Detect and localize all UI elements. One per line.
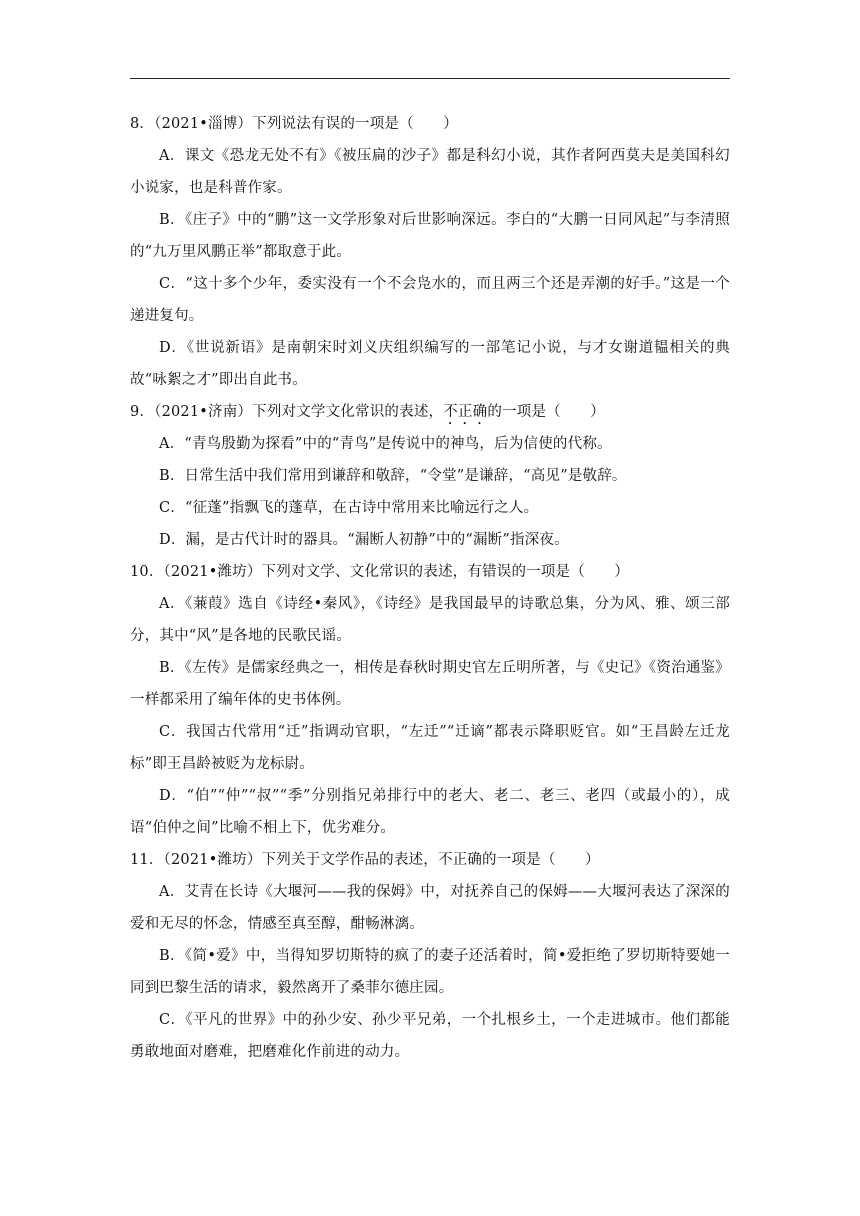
question-list <box>130 108 730 1068</box>
question-11 <box>130 844 730 1068</box>
option-b: B．《简•爱》中，当得知罗切斯特的疯了的妻子还活着时，简•爱拒绝了罗切斯特要她一同到巴黎生活的请求，毅然离开了桑菲尔德庄园。 <box>130 948 730 996</box>
option-c: C．“征蓬”指飘飞的蓬草，在古诗中常用来比喻远行之人。 <box>159 500 539 516</box>
question-10 <box>130 556 730 844</box>
question-stem: 8．（2021•淄博）下列说法有误的一项是（ ） <box>130 116 458 132</box>
option-b: B．日常生活中我们常用到谦辞和敬辞，“令堂”是谦辞，“高见”是敬辞。 <box>159 468 627 484</box>
option-a: A．“青鸟殷勤为探看”中的“青鸟”是传说中的神鸟，后为信使的代称。 <box>159 436 612 452</box>
question-stem: 11．（2021•潍坊）下列关于文学作品的表述，不正确的一项是（ ） <box>130 852 600 868</box>
option-c: C．“这十多个少年，委实没有一个不会凫水的，而且两三个还是弄潮的好手。”这是一个递进复句。 <box>130 276 730 324</box>
option-a: A．课文《恐龙无处不有》《被压扁的沙子》都是科幻小说，其作者阿西莫夫是美国科幻小说家，也是科普作家。 <box>130 148 730 196</box>
option-c: C．《平凡的世界》中的孙少安、孙少平兄弟，一个扎根乡土，一个走进城市。他们都能勇敢地面对磨难，把磨难化作前进的动力。 <box>130 1012 730 1060</box>
header-rule <box>130 78 730 79</box>
stem-text-end: 的一项是（ ） <box>487 404 605 420</box>
option-d: D．漏，是古代计时的器具。“漏断人初静”中的“漏断”指深夜。 <box>159 532 569 548</box>
option-b: B．《庄子》中的“鹏”这一文学形象对后世影响深远。李白的“大鹏一日同风起”与李清照的“九万里风鹏正举”都取意于此。 <box>130 212 730 260</box>
option-a: A．《蒹葭》选自《诗经•秦风》，《诗经》是我国最早的诗歌总集，分为风、雅、颂三部分，其中“风”是各地的民歌民谣。 <box>130 596 730 644</box>
emphasized-text: 不正确 <box>443 404 488 420</box>
question-8 <box>130 108 730 396</box>
stem-text: 9．（2021•济南）下列对文学文化常识的表述， <box>130 404 444 420</box>
question-9 <box>130 396 730 556</box>
option-b: B．《左传》是儒家经典之一，相传是春秋时期史官左丘明所著，与《史记》《资治通鉴》一样都采用了编年体的史书体例。 <box>130 660 730 708</box>
question-stem <box>130 396 730 428</box>
option-d: D．“伯”“仲”“叔”“季”分别指兄弟排行中的老大、老二、老三、老四（或最小的），成语“伯仲之间”比喻不相上下，优劣难分。 <box>130 788 730 836</box>
option-c: C．我国古代常用“迁”指调动官职，“左迁”“迁谪”都表示降职贬官。如“王昌龄左迁龙标”即王昌龄被贬为龙标尉。 <box>130 724 730 772</box>
question-stem: 10．（2021•潍坊）下列对文学、文化常识的表述，有错误的一项是（ ） <box>130 564 630 580</box>
option-d: D．《世说新语》是南朝宋时刘义庆组织编写的一部笔记小说，与才女谢道韫相关的典故“咏絮之才”即出自此书。 <box>130 340 730 388</box>
option-a: A．艾青在长诗《大堰河——我的保姆》中，对抚养自己的保姆——大堰河表达了深深的爱和无尽的怀念，情感至真至醇，酣畅淋漓。 <box>130 884 730 932</box>
